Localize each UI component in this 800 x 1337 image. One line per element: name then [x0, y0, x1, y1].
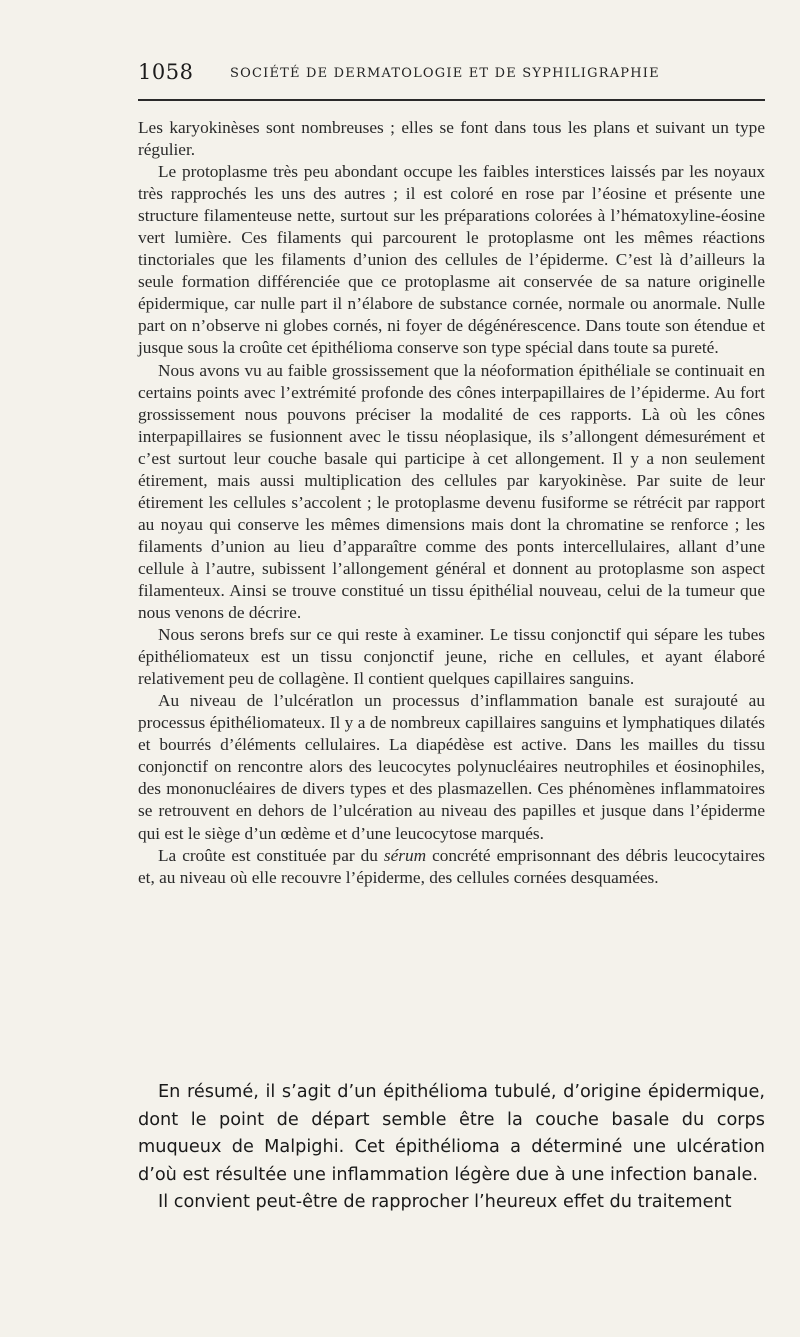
- paragraph-protoplasm: Le protoplasme très peu abondant occupe les faibles interstices laissés par les noyaux très rapprochés les uns des autres ; il est coloré en rose par l’éosine et présente une structure filamenteuse nette, surtout sur les préparations colorées à l’hématoxyline-éosine vert lumière. Ces filaments qui parcourent le protoplasme ont les mêmes réactions tinctoriales que les filaments d’union des cellules de l’épiderme. C’est là d’ailleurs la seule formation différenciée que ce protoplasme ait conservée de sa nature originelle épidermique, car nulle part il n’élabore de substance cornée, normale ou anormale. Nulle part on n’observe ni globes cornés, ni foyer de dégénérescence. Dans toute son étendue et jusque sous la croûte cet épithélioma conserve son type spécial dans toute sa pureté.: [138, 162, 765, 358]
- paragraph-karyokinesis: Les karyokinèses sont nombreuses ; elles se font dans tous les plans et suivant un type régulier.: [138, 118, 765, 160]
- summary-paragraph: En résumé, il s’agit d’un épithélioma tubulé, d’origine épidermique, dont le point de départ semble être la couche basale du corps muqueux de Malpighi. Cet épithélioma a déterminé une ulcération d’où est résultée une inflammation légère due à une infection banale.: [138, 1082, 765, 1185]
- paragraph-connective-tissue: Nous serons brefs sur ce qui reste à examiner. Le tissu conjonctif qui sépare les tubes épithéliomateux est un tissu conjonctif jeune, riche en cellules, et ayant élaboré relativement peu de collagène. Il contient quelques capillaires sanguins.: [138, 625, 765, 689]
- page-number: 1058: [138, 60, 194, 84]
- header-rule: [138, 99, 765, 101]
- crust-italic-term: sérum: [383, 845, 427, 865]
- running-head: SOCIÉTÉ DE DERMATOLOGIE ET DE SYPHILIGRAPHIE: [230, 66, 660, 81]
- page-header: [138, 60, 768, 92]
- summary-section: [138, 1079, 765, 1217]
- crust-text-after: concrété emprisonnant des débris leucocytaires et, au niveau où elle recouvre l’épiderme, des cellules cornées desquamées.: [138, 845, 765, 887]
- paragraph-crust: [138, 845, 765, 889]
- paragraph-magnification: Nous avons vu au faible grossissement que la néoformation épithéliale se continuait en certains points avec l’extrémité profonde des cônes interpapillaires de l’épiderme. Au fort grossissement nous pouvons préciser la modalité de ces rapports. Là où les cônes interpapillaires se fusionnent avec le tissu néoplasique, ils s’allongent démesurément et c’est surtout leur couche basale qui participe à cet allongement. Il y a non seulement étirement, mais aussi multiplication des cellules par karyokinèse. Par suite de leur étirement les cellules s’accolent ; le protoplasme devenu fusiforme se rétrécit par rapport au noyau qui conserve les mêmes dimensions mais dont la chromatine se renforce ; les filaments d’union au lieu d’apparaître comme des ponts intercellulaires, allant d’une cellule à l’autre, subissent l’allongement général et donnent au protoplasme son aspect filamenteux. Ainsi se trouve constitué un tissu épithélial nouveau, celui de la tumeur que nous venons de décrire.: [138, 360, 765, 623]
- summary-continuation: Il convient peut-être de rapprocher l’heureux effet du traitement: [158, 1192, 732, 1212]
- paragraph-ulceration: Au niveau de l’ulcératlon un processus d’inflammation banale est surajouté au processus épithéliomateux. Il y a de nombreux capillaires sanguins et lymphatiques dilatés et bourrés d’éléments cellulaires. La diapédèse est active. Dans les mailles du tissu conjonctif on rencontre alors des leucocytes polynucléaires neutrophiles et éosinophiles, des mononucléaires de divers types et des plasmazellen. Ces phénomènes inflammatoires se retrouvent en dehors de l’ulcération au niveau des papilles et jusque dans l’épiderme qui est le siège d’un œdème et d’une leucocytose marqués.: [138, 691, 765, 843]
- crust-text-before: La croûte est constituée par du: [158, 845, 384, 865]
- body-text: [138, 117, 765, 889]
